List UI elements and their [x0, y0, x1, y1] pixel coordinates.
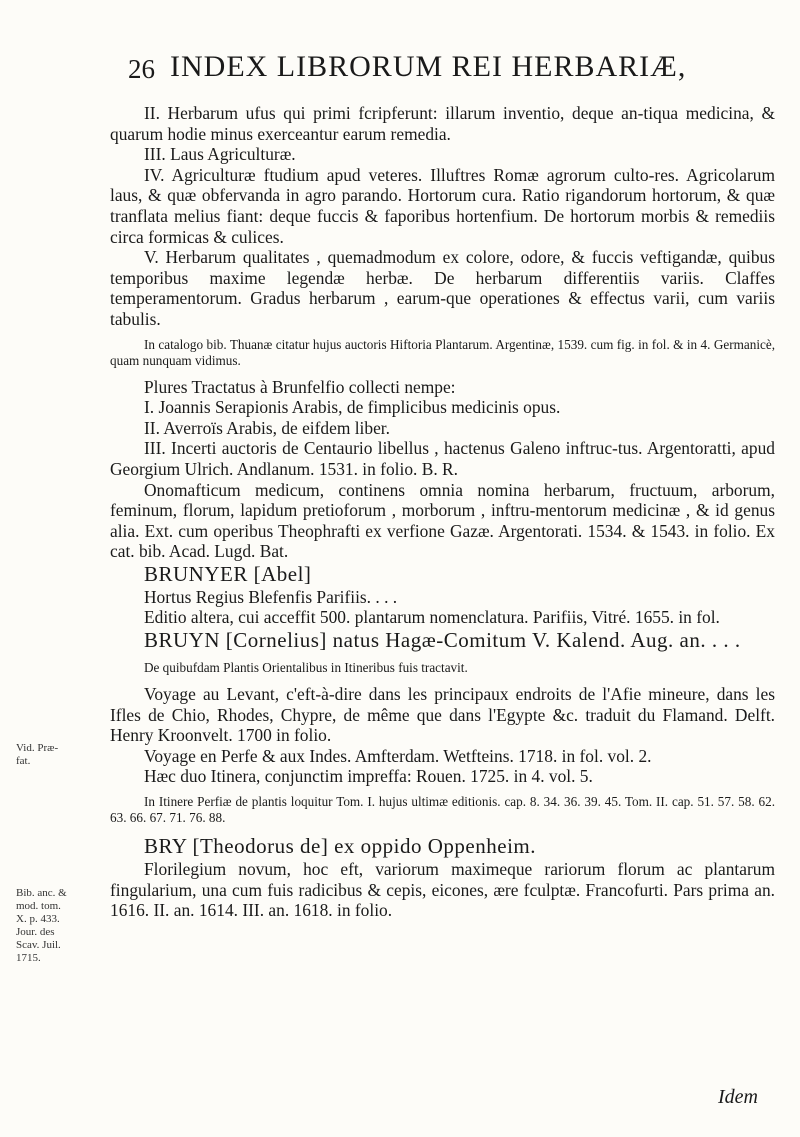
entry-paragraph: Hortus Regius Blefenfis Parifiis. . . .	[144, 586, 398, 607]
footnote: De quibufdam Plantis Orientalibus in Itineribus fuis tractavit.	[144, 660, 468, 676]
entry-paragraph: Hæc duo Itinera, conjunctim impreffa: Rouen. 1725. in 4. vol. 5.	[144, 766, 593, 787]
index-body	[110, 103, 775, 921]
footnote: In Itinere Perfiæ de plantis loquitur Tom. I. hujus ultimæ editionis. cap. 8. 34. 36. 39. 45. Tom. II. cap. 51. 57. 58. 62. 63. 66. 67. 71. 76. 88.	[110, 794, 775, 826]
entry-paragraph: II. Averroïs Arabis, de eifdem liber.	[144, 417, 390, 438]
entry-paragraph: Voyage au Levant, c'eft-à-dire dans les principaux endroits de l'Afie mineure, dans les Ifles de Chio, Rhodes, Chypre, de même que dans l'Egypte &c. traduit du Flamand. Delft. Henry Kroonvelt. 1700 in folio.	[110, 684, 775, 746]
author-heading-bruyn: BRUYN [Cornelius] natus Hagæ-Comitum V. Kalend. Aug. an. . . .	[144, 628, 741, 653]
entry-paragraph: IV. Agriculturæ ftudium apud veteres. Illuftres Romæ agrorum culto-res. Agricolarum laus, & quæ obfervanda in agro parando. Hortorum cura. Ratio rigandorum hortorum, & quæ tranflata melius fiant: deque fuccis & faporibus hortenfium. De hortorum morbis & remediis circa formicas & culices.	[110, 164, 775, 247]
page-header	[128, 50, 768, 96]
entry-paragraph: Voyage en Perfe & aux Indes. Amfterdam. Wetfteins. 1718. in fol. vol. 2.	[144, 745, 652, 766]
catchword: Idem	[718, 1086, 758, 1108]
margin-note: Vid. Præ-fat.	[16, 742, 59, 767]
running-title: INDEX LIBRORUM REI HERBARIÆ,	[170, 50, 687, 83]
entry-paragraph: III. Incerti auctoris de Centaurio libellus , hactenus Galeno inftruc-tus. Argentoratti, apud Georgium Ulrich. Andlanum. 1531. in folio. B. R.	[110, 438, 775, 479]
margin-note: Bib. anc. & mod. tom. X. p. 433. Jour. des Scav. Juil. 1715.	[16, 887, 67, 964]
entry-paragraph: V. Herbarum qualitates , quemadmodum ex colore, odore, & fuccis veftigandæ, quibus temporibus maxime legendæ herbæ. De herbarum differentiis variis. Claffes temperamentorum. Gradus herbarum , earum-que operationes & effectus varii, cum variis tabulis.	[110, 247, 775, 329]
page-number: 26	[128, 54, 155, 84]
entry-paragraph: Plures Tractatus à Brunfelfio collecti nempe:	[144, 376, 456, 397]
entry-paragraph: III. Laus Agriculturæ.	[144, 144, 296, 165]
author-heading-bry: BRY [Theodorus de] ex oppido Oppenheim.	[144, 834, 536, 859]
author-heading-brunyer: BRUNYER [Abel]	[144, 561, 312, 586]
entry-paragraph: I. Joannis Serapionis Arabis, de fimplicibus medicinis opus.	[144, 397, 561, 418]
entry-paragraph: Florilegium novum, hoc eft, variorum maximeque rariorum florum ac plantarum fingularium, una cum fuis radicibus & cepis, eicones, ære fculptæ. Francofurti. Pars prima an. 1616. II. an. 1614. III. an. 1618. in folio.	[110, 859, 775, 921]
entry-paragraph: Editio altera, cui acceffit 500. plantarum nomenclatura. Parifiis, Vitré. 1655. in fol.	[144, 607, 720, 628]
footnote: In catalogo bib. Thuanæ citatur hujus auctoris Hiftoria Plantarum. Argentinæ, 1539. cum fig. in fol. & in 4. Germanicè, quam nunquam vidimus.	[110, 336, 775, 368]
entry-paragraph: II. Herbarum ufus qui primi fcripferunt: illarum inventio, deque an-tiqua medicina, & quarum hodie minus exerceantur earum remedia.	[110, 103, 775, 144]
entry-paragraph: Onomafticum medicum, continens omnia nomina herbarum, fructuum, arborum, feminum, florum, lapidum pretioforum , morborum , inftru-mentorum medicinæ , & id genus alia. Ext. cum operibus Theophrafti ex verfione Gazæ. Argentorati. 1534. & 1543. in folio. Ex cat. bib. Acad. Lugd. Bat.	[110, 479, 775, 562]
